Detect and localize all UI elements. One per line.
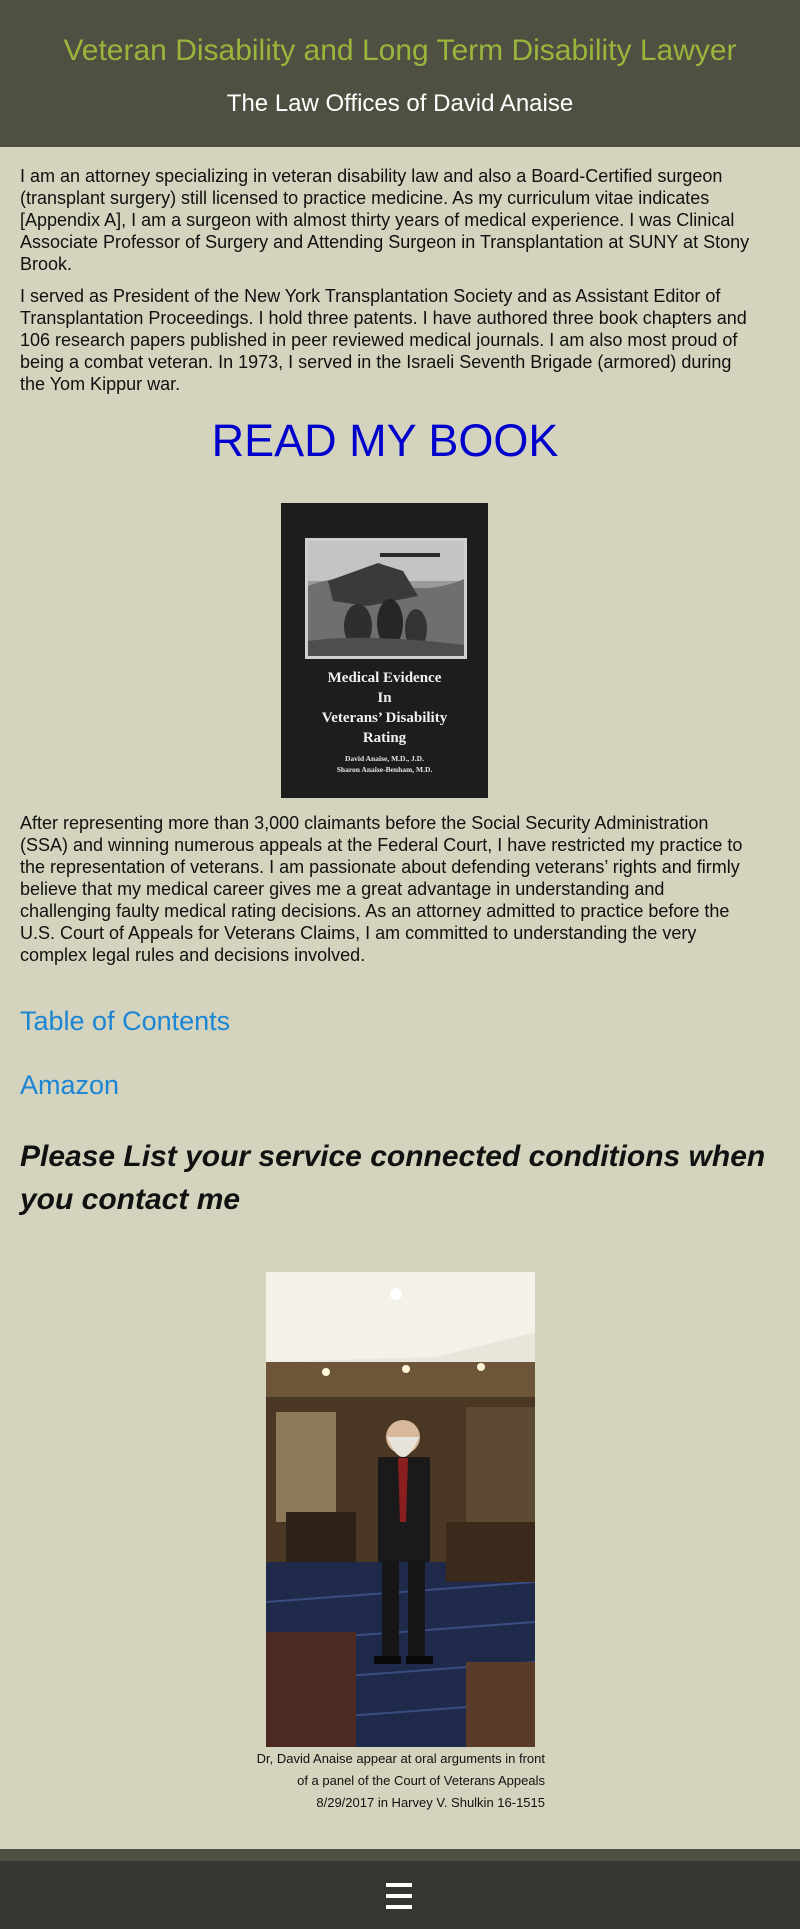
book-cover-photo <box>305 538 467 659</box>
site-title: Veteran Disability and Long Term Disability Lawyer <box>63 34 737 67</box>
hamburger-menu-icon[interactable] <box>386 1883 412 1909</box>
intro-paragraph-2: I served as President of the New York Transplantation Society and as Assistant Editor of Transplantation Proceedings. I hold three patents. I have authored three book chapters and 106 research papers published in peer reviewed medical journals. I am also most proud of being a combat veteran. In 1973, I served in the Israeli Seventh Brigade (armored) during the Yom Kippur war. <box>20 286 747 394</box>
amazon-link[interactable]: Amazon <box>20 1070 120 1100</box>
contact-callout: Please List your service connected conditions when you contact me <box>20 1140 766 1216</box>
book-cover-authors <box>281 753 488 775</box>
book-author: Sharon Anaise-Benham, M.D. <box>336 765 433 774</box>
site-header <box>0 0 800 147</box>
table-of-contents-link[interactable]: Table of Contents <box>20 1006 231 1036</box>
book-title-line: In <box>377 690 392 706</box>
practice-paragraph: After representing more than 3,000 claimants before the Social Security Administration (SSA) and winning numerous appeals at the Federal Court, I have restricted my practice to the representation of veterans. I am passionate about defending veterans’ rights and firmly believe that my medical career gives me a great advantage in understanding and challenging faulty medical rating decisions. As an attorney admitted to practice before the U.S. Court of Appeals for Veterans Claims, I am committed to understanding the very complex legal rules and decisions involved. <box>20 813 743 965</box>
courtroom-photo <box>266 1272 535 1747</box>
book-title-line: Veterans’ Disability <box>321 710 448 726</box>
intro-paragraph-1: I am an attorney specializing in veteran disability law and also a Board-Certified surgeon (transplant surgery) still licensed to practice medicine. As my curriculum vitae indicates [Appendix A], I am a surgeon with almost thirty years of medical experience. I was Clinical Associate Professor of Surgery and Attending Surgeon in Transplantation at SUNY at Stony Brook. <box>20 166 750 274</box>
read-my-book-link[interactable]: READ MY BOOK <box>211 415 559 466</box>
site-footer <box>0 1861 800 1929</box>
book-title-line: Rating <box>362 730 407 746</box>
book-title-line: Medical Evidence <box>327 670 442 686</box>
book-cover-image[interactable] <box>281 503 488 798</box>
photo-caption: Dr, David Anaise appear at oral arguments in front of a panel of the Court of Veterans Appeals 8/29/2017 in Harvey V. Shulkin 16-1515 <box>256 1751 545 1810</box>
book-cover-title <box>281 668 488 748</box>
book-author: David Anaise, M.D., J.D. <box>345 754 424 763</box>
site-subtitle: The Law Offices of David Anaise <box>226 90 574 117</box>
footer-divider <box>0 1849 800 1861</box>
